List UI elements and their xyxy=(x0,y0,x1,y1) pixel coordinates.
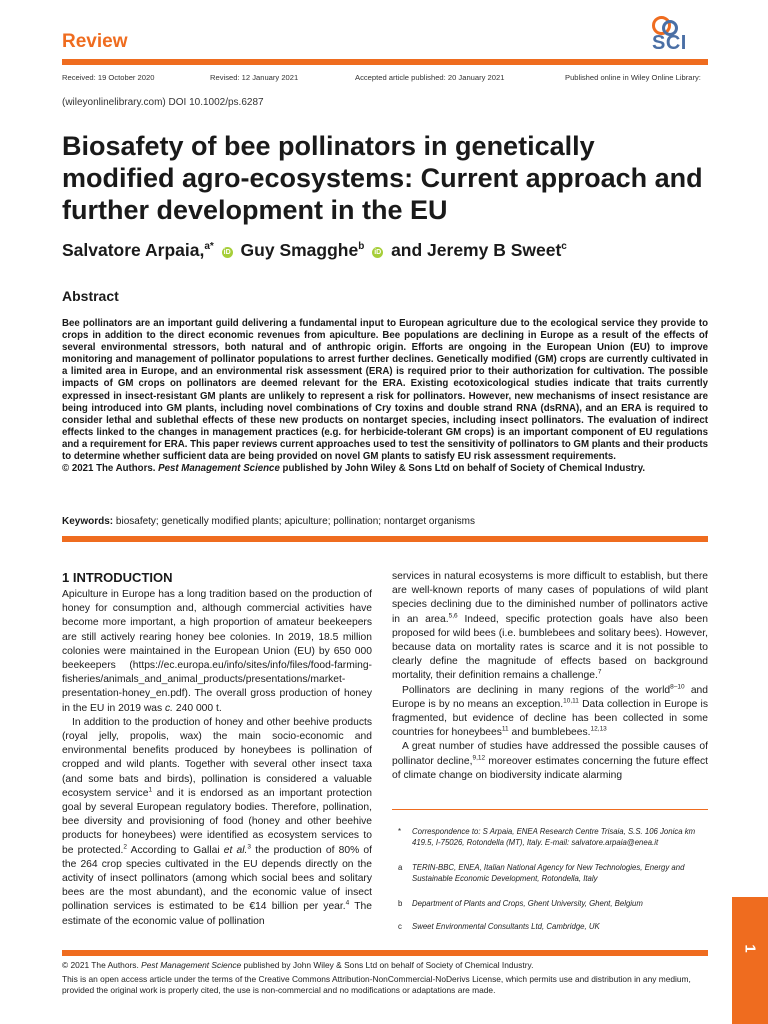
abstract-heading: Abstract xyxy=(62,288,119,304)
author-3: and Jeremy B Sweet xyxy=(391,240,562,260)
footnote-affiliation-a: a TERIN-BBC, ENEA, Italian National Agency for New Technologies, Energy and Sustainable Economic Development, Rotondella, Italy xyxy=(398,863,685,883)
published-online: Published online in Wiley Online Library: xyxy=(565,73,701,82)
paragraph: Pollinators are declining in many regions of the world$^{8-10}$ and Europe is by no means an exception.$^{10,11}$ Data collection in Europe is fragmented, but evidence of decline has been collected in some countries for honeybees$^{11}$ and bumblebees.$^{12,13}$ xyxy=(392,683,708,739)
received-date: Received: 19 October 2020 xyxy=(62,73,155,82)
author-3-affil: c xyxy=(561,241,567,253)
accepted-date: Accepted article published: 20 January 2021 xyxy=(355,73,505,82)
author-2: Guy Smagghe xyxy=(240,240,359,260)
footnote-affiliation-c: c Sweet Environmental Consultants Ltd, Cambridge, UK xyxy=(398,922,600,931)
orcid-icon[interactable]: iD xyxy=(374,249,382,256)
doi-line: (wileyonlinelibrary.com) DOI 10.1002/ps.6287 xyxy=(62,97,264,108)
abstract-text: Bee pollinators are an important guild delivering a fundamental input to European agriculture due to the ecological service they provide to crops in addition to the direct economic revenues from apiculture. Bee populations are declining in Europe as a result of the effects of several environmental stressors, both natural and of anthropic origin. Efforts are ongoing in the European Union (EU) to improve monitoring and management of pollinator populations to arrest further declines. Genetically modified (GM) crops are currently cultivated in a limited area in Europe, and an environmental risk assessment (ERA) is required prior to their authorization for cultivation. The possible impacts of GM crops on pollinators are deemed relevant for the ERA. Existing ecotoxicological studies indicate that traits currently expressed in insect-resistant GM plants are unlikely to represent a risk for pollinators. However, new mechanisms of insect resistance are being introduced into GM plants, including novel combinations of Cry toxins and double strand RNA (dsRNA), and an ERA is required to consider lethal and sublethal effects of these new products on nontarget species, including insect pollinators. The evaluation of indirect effects linked to the changes in management practices (e.g. for herbicide-tolerant GM crops) is an important component of EU regulations and a requirement for ERA. This paper reviews current approaches used to test the sensitivity of pollinators to GM plants and their products to determine whether sufficient data are being provided on novel GM plants to satisfy EU risk assessment requirements. xyxy=(62,318,708,463)
body-column-right xyxy=(392,570,708,783)
article-title: Biosafety of bee pollinators in genetically modified agro-ecosystems: Current approach and further development in the EU xyxy=(62,131,703,225)
body-column-left xyxy=(62,588,372,929)
sci-logo xyxy=(648,14,708,54)
abstract-copyright: © 2021 The Authors. xyxy=(62,463,156,475)
section-label: Review xyxy=(62,31,128,52)
header-rule xyxy=(62,59,708,65)
footer-rule xyxy=(62,950,708,956)
journal-name: Pest Management Science xyxy=(158,463,280,475)
revised-date: Revised: 12 January 2021 xyxy=(210,73,299,82)
logo-text: SCI xyxy=(652,32,687,54)
keywords-text: biosafety; genetically modified plants; apiculture; pollination; nontarget organisms xyxy=(115,516,476,527)
author-2-affil: b xyxy=(358,241,365,253)
abstract-copyright-rest: published by John Wiley & Sons Ltd on behalf of Society of Chemical Industry. xyxy=(282,463,646,475)
author-1-affil: a* xyxy=(204,241,214,253)
author-1: Salvatore Arpaia, xyxy=(62,240,205,260)
paragraph: services in natural ecosystems is more difficult to establish, but there are well-known reports of many cases of populations of wild plant species declining due to the diminished number of pollinators active in an area.$^{5,6}$ Indeed, specific protection goals have also been proposed for wild bees (i.e. bumblebees and solitary bees). However, because data on mortality rates is scarce and it is not possible to clearly define the magnitude of effects based on background mortality, their definition remains a challenge.$^7$ xyxy=(392,571,708,682)
paragraph: Apiculture in Europe has a long tradition based on the production of honey for consumption and, although commercial activities have become more important, a high proportion of amateur beekeepers are still actively rearing honey bee colonies. In 2019, 18.5 million colonies were maintained in the European Union (EU) by 650 000 beekeepers (https://ec.europa.eu/info/sites/info/files/food-farming-fisheries/animals_and_animal_products/presentations/market-presentation-honey_en.pdf). The overall gross production of honey in the EU in 2019 was c. 240 000 t. xyxy=(62,589,372,714)
footnote-rule xyxy=(392,809,708,810)
author-list xyxy=(62,240,567,261)
page-number: 1 xyxy=(741,944,759,953)
keywords-label: Keywords: xyxy=(62,516,114,527)
paragraph: A great number of studies have addressed the possible causes of pollinator decline,$^{9,12}$ moreover estimates concerning the future effect of climate change on biodiversity indicate alarming xyxy=(392,741,708,781)
abstract-body xyxy=(62,318,708,475)
footnote-affiliation-b: b Department of Plants and Crops, Ghent University, Ghent, Belgium xyxy=(398,899,643,908)
keywords xyxy=(62,516,475,527)
orcid-icon[interactable]: iD xyxy=(223,249,231,256)
abstract-rule xyxy=(62,536,708,542)
paragraph: In addition to the production of honey and other beehive products (royal jelly, propolis, wax) the main socio-economic and environmental benefits produced by honeybees is pollination of cropped and wild plants. Together with several other insect taxa (and some bats and birds), pollination is considered a valuable ecosystem service$^1$ and it is endorsed as an important protection goal by several European regulatory bodies. Therefore, pollination, bee diversity and provisioning of food (honey and other beehive products for honeybees) were identified as ecosystem services to be protected.$^2$ According to Gallai et al.$^3$ the production of 80% of the 264 crop species cultivated in the EU depends directly on the activity of insect pollinators (among which social bees and solitary bees are the most abundant), and the economic value of insect pollination services is estimated to be €14 billion per year.$^4$ The estimate of the economic value of pollination xyxy=(62,716,373,927)
footer-license: This is an open access article under the terms of the Creative Commons Attribution-NonCommercial-NoDerivs License, which permits use and distribution in any medium, provided the original work is properly cited, the use is non-commercial and no modifications or adaptations are made. xyxy=(62,974,691,995)
footer-copyright: © 2021 The Authors. Pest Management Science published by John Wiley & Sons Ltd on behalf of Society of Chemical Industry. xyxy=(62,960,534,970)
section-heading: 1 INTRODUCTION xyxy=(62,570,173,585)
footnote-correspondence: * Correspondence to: S Arpaia, ENEA Research Centre Trisaia, S.S. 106 Jonica km 419.5, I-75026, Rotondella (MT), Italy. E-mail: salvatore.arpaia@enea.it xyxy=(398,827,696,847)
